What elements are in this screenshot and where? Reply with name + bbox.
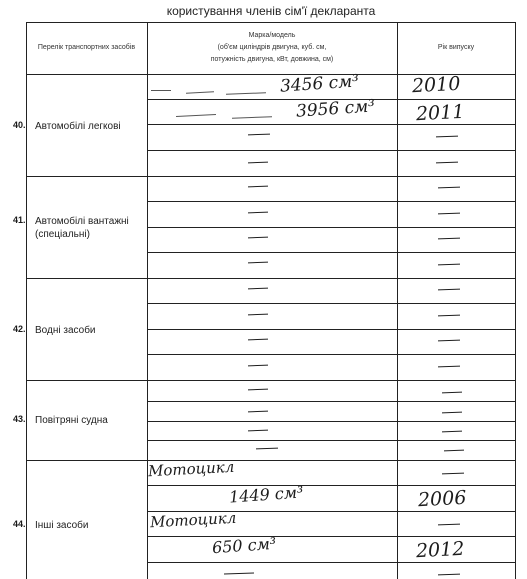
- row-rule: [147, 536, 516, 537]
- section-number: 41.: [13, 215, 26, 225]
- row-rule: [147, 401, 516, 402]
- other-2-year: 2012: [415, 537, 465, 563]
- vehicles-table: [13, 22, 516, 579]
- row-rule: [147, 354, 516, 355]
- other-1-volume: 1449 см³: [228, 482, 305, 507]
- table-divider-2: [397, 22, 398, 579]
- empty-dash: [248, 162, 268, 164]
- table-divider-1: [147, 22, 148, 579]
- section-label-cars: Автомобілі легкові: [35, 121, 121, 132]
- row-rule: [147, 329, 516, 330]
- column-header-list: Перелік транспортних засобів: [37, 44, 136, 51]
- empty-dash: [256, 448, 278, 450]
- car-1-year: 2010: [411, 72, 461, 98]
- section-number: 42.: [13, 324, 26, 334]
- section-rule: [26, 380, 516, 381]
- row-rule: [147, 440, 516, 441]
- row-rule: [147, 124, 516, 125]
- empty-dash: [248, 389, 268, 391]
- empty-dash: [438, 574, 460, 576]
- scan-mark: [151, 90, 171, 91]
- other-1-year: 2006: [417, 486, 467, 512]
- empty-dash: [248, 134, 270, 136]
- empty-dash: [438, 213, 460, 215]
- empty-dash: [442, 412, 462, 414]
- scan-mark: [226, 92, 266, 94]
- section-label-trucks: Автомобілі вантажні (спеціальні): [35, 216, 129, 240]
- section-rule: [26, 176, 516, 177]
- empty-dash: [248, 314, 268, 316]
- table-border-right: [515, 22, 516, 579]
- car-2-model: 3956 см³: [295, 96, 376, 122]
- section-number: 44.: [13, 519, 26, 529]
- empty-dash: [248, 262, 268, 264]
- section-rule: [26, 460, 516, 461]
- empty-dash: [248, 339, 268, 341]
- other-1-model: Мотоцикл: [147, 457, 235, 481]
- section-number: 43.: [13, 414, 26, 424]
- row-rule: [147, 303, 516, 304]
- section-label-aircraft: Повітряні судна: [35, 415, 108, 426]
- scan-mark: [186, 91, 214, 93]
- section-label-other: Інші засоби: [35, 520, 89, 531]
- empty-dash: [248, 365, 268, 367]
- empty-dash: [438, 264, 460, 266]
- empty-dash: [438, 366, 460, 368]
- section-rule: [26, 278, 516, 279]
- row-rule: [147, 150, 516, 151]
- empty-dash: [438, 315, 460, 317]
- row-rule: [147, 562, 516, 563]
- section-number: 40.: [13, 120, 26, 130]
- scan-mark: [176, 114, 216, 117]
- car-2-year: 2011: [415, 100, 465, 126]
- empty-dash: [444, 450, 464, 452]
- empty-dash: [438, 524, 460, 526]
- empty-dash: [248, 288, 268, 290]
- empty-dash: [438, 238, 460, 240]
- other-2-volume: 650 см³: [211, 533, 277, 558]
- empty-dash: [442, 431, 462, 433]
- column-header-year: Рік випуску: [437, 44, 475, 51]
- empty-dash: [248, 430, 268, 432]
- empty-dash: [436, 162, 458, 164]
- row-rule: [147, 227, 516, 228]
- row-rule: [147, 421, 516, 422]
- empty-dash: [438, 289, 460, 291]
- other-2-model: Мотоцикл: [149, 508, 237, 532]
- empty-dash: [248, 237, 268, 239]
- empty-dash: [248, 212, 268, 214]
- empty-dash: [248, 411, 268, 413]
- page-header: користування членів сім'ї декларанта: [166, 4, 376, 18]
- empty-dash: [438, 340, 460, 342]
- table-border-left: [26, 22, 27, 579]
- row-rule: [147, 485, 516, 486]
- row-rule: [147, 201, 516, 202]
- column-header-brand: Марка/модель (об'єм циліндрів двигуна, куб. см, потужність двигуна, кВт, довжина, см): [210, 32, 334, 63]
- section-label-water: Водні засоби: [35, 325, 96, 336]
- scan-mark: [232, 116, 272, 118]
- empty-dash: [436, 136, 458, 138]
- empty-dash: [438, 187, 460, 189]
- car-1-model: 3456 см³: [279, 71, 360, 97]
- empty-dash: [442, 473, 464, 475]
- empty-dash: [248, 186, 268, 188]
- empty-dash: [224, 572, 254, 574]
- empty-dash: [442, 392, 462, 394]
- row-rule: [147, 252, 516, 253]
